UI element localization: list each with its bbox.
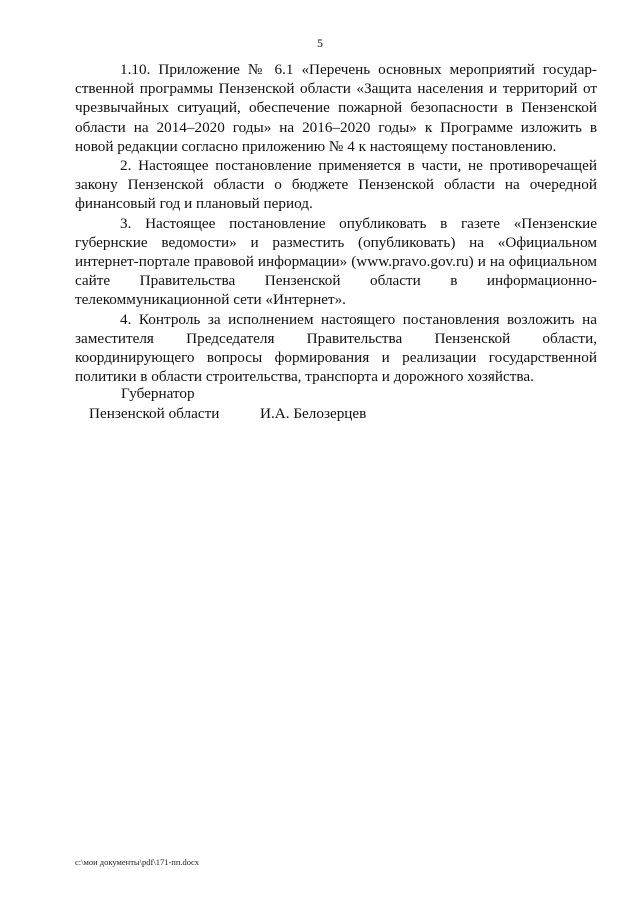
signatory-title-line2: Пензенской области bbox=[89, 405, 220, 422]
paragraph-4: 4. Контроль за исполнением настоящего постановления возложить на заместителя Председателя Правительства Пензенской области, координирующего вопросы формирования и реализации государственной политики в области строительства, транспорта и дорожного хозяйства. bbox=[75, 310, 597, 386]
paragraph-1-10: 1.10. Приложение № 6.1 «Перечень основных мероприятий государ-ственной программы Пензенской области «Защита населения и территорий от чрезвычайных ситуаций, обеспечение пожарной безопасности в Пензенской области на 2014–2020 годы» на 2016–2020 годы» к Программе изложить в новой редакции согласно приложению № 4 к настоящему постановлению. bbox=[75, 61, 597, 155]
paragraph-2: 2. Настоящее постановление применяется в части, не противоречащей закону Пензенской области о бюджете Пензенской области на очередной финансовый год и плановый период. bbox=[75, 157, 597, 213]
footer-file-path: c:\мои документы\pdf\171-пп.docx bbox=[75, 857, 200, 867]
signatory-title-line1: Губернатор bbox=[121, 385, 195, 402]
signatory-name: И.А. Белозерцев bbox=[260, 405, 367, 422]
paragraph-3: 3. Настоящее постановление опубликовать в газете «Пензенские губернские ведомости» и разместить (опубликовать) на «Официальном интернет-портале правовой информации» (www.pravo.gov.ru) и на официальном сайте Правительства Пензенской области в информационно-телекоммуникационной сети «Интернет». bbox=[75, 214, 597, 309]
document-body bbox=[75, 60, 597, 386]
page-number: 5 bbox=[317, 36, 323, 50]
